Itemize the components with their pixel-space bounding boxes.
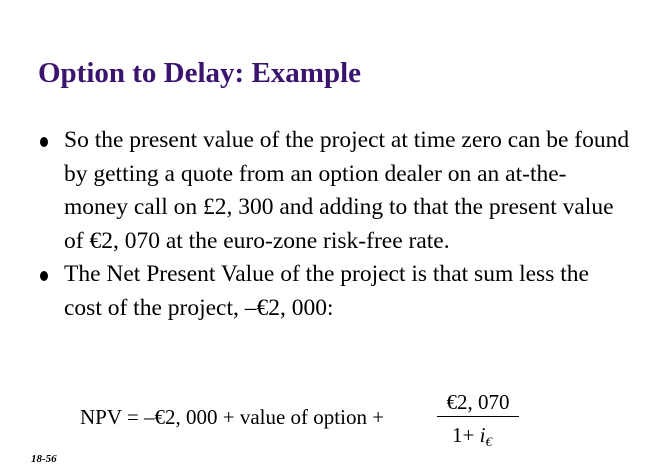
interest-rate-variable: i bbox=[479, 423, 486, 447]
euro-subscript: € bbox=[485, 434, 492, 449]
bullet-list bbox=[40, 124, 630, 325]
npv-formula bbox=[80, 388, 550, 452]
formula-lhs: NPV = –€2, 000 + value of option + bbox=[80, 405, 385, 429]
fraction-denominator bbox=[452, 422, 492, 455]
formula-fraction bbox=[437, 388, 519, 452]
bullet-dot-icon bbox=[40, 137, 48, 147]
bullet-text: So the present value of the project at time zero can be found by getting a quote from an option dealer on an at-the-money call on £2, 300 and adding to that the present value of €2, 070 at the euro-zone risk-free rate. bbox=[64, 127, 630, 254]
denominator-prefix: 1+ bbox=[452, 423, 480, 447]
fraction-bar bbox=[437, 416, 519, 417]
bullet-dot-icon bbox=[40, 271, 48, 281]
bullet-item bbox=[40, 258, 630, 325]
bullet-item bbox=[40, 124, 630, 258]
bullet-text: The Net Present Value of the project is that sum less the cost of the project, –€2, 000: bbox=[64, 261, 589, 321]
slide-number: 18-56 bbox=[31, 453, 57, 465]
slide-title: Option to Delay: Example bbox=[38, 57, 362, 89]
fraction-numerator: €2, 070 bbox=[446, 390, 510, 414]
